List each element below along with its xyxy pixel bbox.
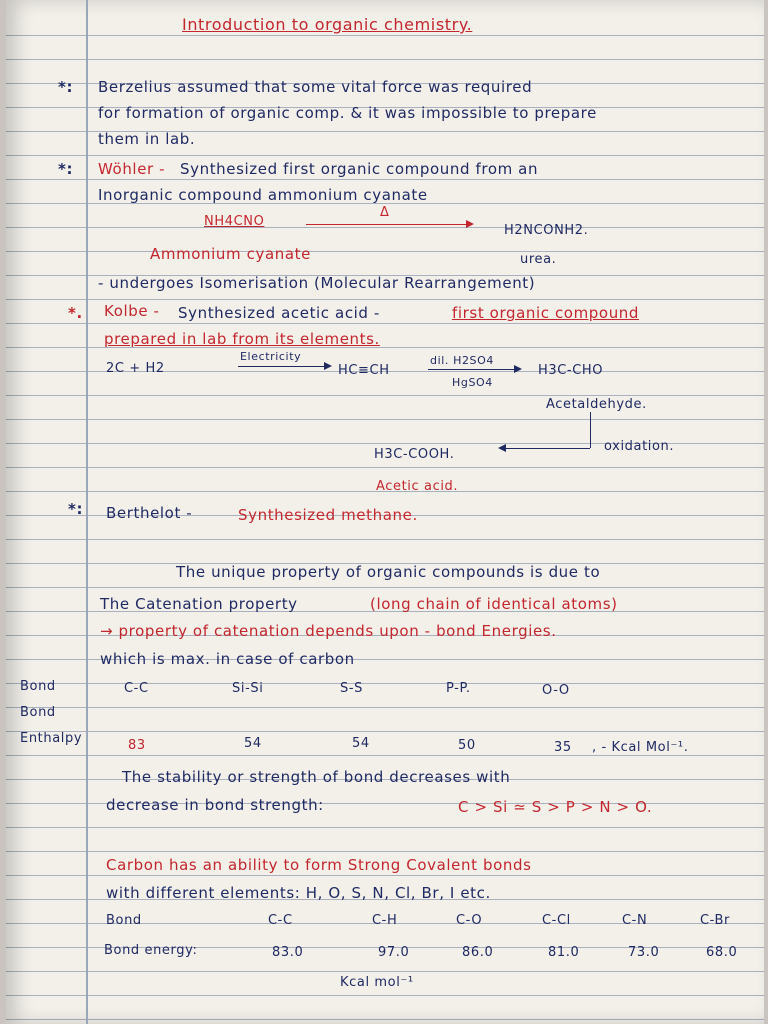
covalent-energy-label: Bond energy: — [104, 943, 198, 958]
bond-ss: S-S — [340, 681, 363, 696]
berzelius-line-3: them in lab. — [98, 130, 196, 148]
catenation-line-3: → property of catenation depends upon - bond Energies. — [100, 622, 557, 640]
berzelius-line-1: Berzelius assumed that some vital force was required — [98, 78, 533, 96]
kolbe-product-1-name: Acetaldehyde. — [546, 397, 647, 412]
bullet: *: — [58, 78, 74, 96]
kolbe-product-2-name: Acetic acid. — [376, 479, 459, 494]
kolbe-name: Kolbe - — [104, 302, 160, 320]
energy-pp: 50 — [458, 738, 476, 753]
margin-line — [86, 0, 88, 1024]
wohler-line-1: Synthesized first organic compound from an — [180, 160, 539, 178]
heat-symbol: Δ — [380, 205, 390, 220]
notebook-page — [6, 0, 764, 1024]
reaction-arrow — [306, 224, 472, 225]
kolbe-product-1: H3C-CHO — [538, 363, 604, 378]
covalent-unit: Kcal mol⁻¹ — [340, 975, 414, 990]
covalent-bond-label: Bond — [106, 913, 142, 928]
kolbe-product-2: H3C-COOH. — [374, 447, 455, 462]
kolbe-highlight: first organic compound — [452, 304, 640, 322]
wohler-line-2: Inorganic compound ammonium cyanate — [98, 186, 428, 204]
condition-dil-h2so4: dil. H2SO4 — [430, 354, 494, 367]
kolbe-line-1: Synthesized acetic acid - — [178, 304, 380, 322]
bond-cn: C-N — [622, 913, 648, 928]
energy-ss: 54 — [352, 736, 370, 751]
stability-line-2: decrease in bond strength: — [106, 796, 324, 814]
catenation-line-2-note: (long chain of identical atoms) — [370, 595, 618, 613]
energy-ch: 97.0 — [378, 945, 410, 960]
reaction-arrow — [428, 369, 520, 370]
energy-cbr: 68.0 — [706, 945, 738, 960]
wohler-note: - undergoes Isomerisation (Molecular Rearrangement) — [98, 274, 536, 292]
bond-sisi: Si-Si — [232, 681, 264, 696]
reaction-connector — [590, 412, 591, 448]
kolbe-line-2: prepared in lab from its elements. — [104, 330, 380, 348]
bullet: *: — [68, 500, 84, 518]
bond-cbr: C-Br — [700, 913, 730, 928]
energy-sisi: 54 — [244, 736, 262, 751]
covalent-line-2: with different elements: H, O, S, N, Cl, Br, I etc. — [106, 884, 491, 902]
bullet: *. — [68, 304, 83, 322]
energy-co: 86.0 — [462, 945, 494, 960]
kolbe-reaction-left: 2C + H2 — [106, 361, 165, 376]
page-title: Introduction to organic chemistry. — [182, 15, 473, 34]
bond-ch: C-H — [372, 913, 398, 928]
energy-oo: 35 — [554, 740, 572, 755]
wohler-name: Wöhler - — [98, 160, 166, 178]
bond-co: C-O — [456, 913, 483, 928]
reaction-arrow — [238, 366, 330, 367]
bond-ccl: C-Cl — [542, 913, 571, 928]
berzelius-line-2: for formation of organic comp. & it was impossible to prepare — [98, 104, 597, 122]
wohler-reactant-name: Ammonium cyanate — [150, 245, 311, 263]
energy-cc: 83.0 — [272, 945, 304, 960]
bond-pp: P-P. — [446, 681, 471, 696]
condition-hgso4: HgSO4 — [452, 376, 493, 389]
catenation-line-2: The Catenation property — [100, 595, 298, 613]
wohler-reactant: NH4CNO — [204, 214, 265, 229]
energy-cc: 83 — [128, 738, 146, 753]
bullet: *: — [58, 160, 74, 178]
catenation-line-1: The unique property of organic compounds is due to — [176, 563, 601, 581]
energy-cn: 73.0 — [628, 945, 660, 960]
oxidation-label: oxidation. — [604, 439, 675, 454]
berthelot-text: Synthesized methane. — [238, 506, 418, 524]
covalent-line-1: Carbon has an ability to form Strong Covalent bonds — [106, 856, 532, 874]
energy-ccl: 81.0 — [548, 945, 580, 960]
stability-order: C > Si ≃ S > P > N > O. — [458, 798, 653, 816]
wohler-product: H2NCONH2. — [504, 223, 589, 238]
stability-line-1: The stability or strength of bond decreases with — [122, 768, 511, 786]
catenation-line-4: which is max. in case of carbon — [100, 650, 355, 668]
bond-cc: C-C — [268, 913, 293, 928]
bond-cc: C-C — [124, 681, 149, 696]
reaction-arrow — [500, 448, 590, 449]
kolbe-intermediate: HC≡CH — [338, 363, 390, 378]
berthelot-name: Berthelot - — [106, 504, 193, 522]
label-bond: Bond — [20, 705, 56, 720]
bond-oo: O-O — [542, 683, 570, 698]
energy-unit: , - Kcal Mol⁻¹. — [592, 740, 689, 755]
label-bond: Bond — [20, 679, 56, 694]
wohler-product-name: urea. — [520, 252, 557, 267]
label-enthalpy: Enthalpy — [20, 731, 83, 746]
condition-electricity: Electricity — [240, 350, 302, 363]
